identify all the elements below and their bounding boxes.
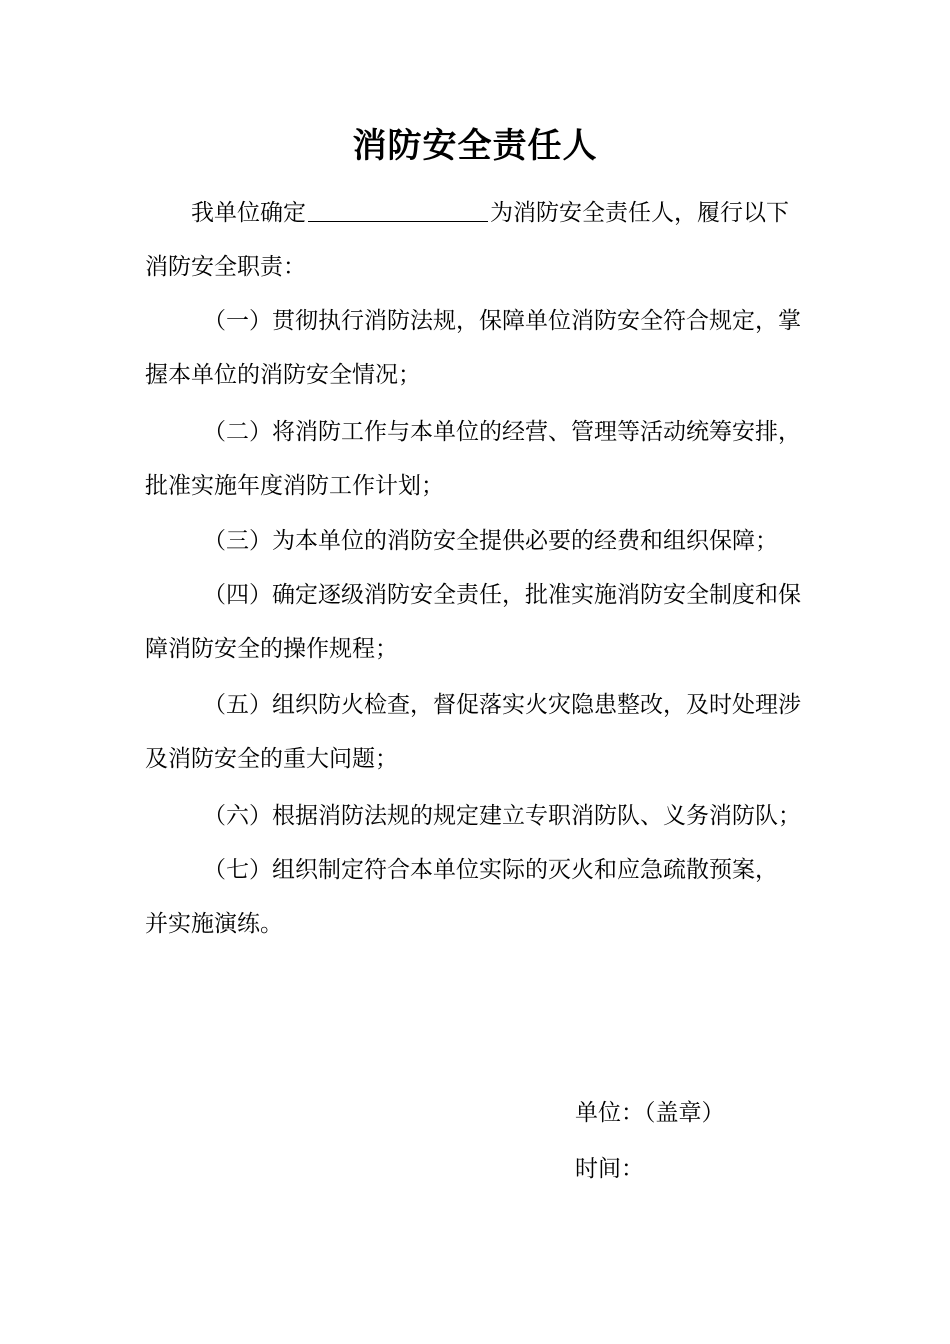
intro-text-after: 为消防安全责任人，履行以下 xyxy=(490,200,789,226)
item-4 xyxy=(145,568,810,676)
intro-line-2: 消防安全职责： xyxy=(145,254,306,280)
item-5 xyxy=(145,678,810,786)
signature-time xyxy=(575,1151,644,1187)
time-label: 时间： xyxy=(575,1156,644,1182)
item-2-line-1: （二）将消防工作与本单位的经营、管理等活动统筹安排， xyxy=(203,419,801,445)
intro-text-before: 我单位确定 xyxy=(191,200,306,226)
signature-unit xyxy=(575,1095,725,1131)
item-4-line-1: （四）确定逐级消防安全责任，批准实施消防安全制度和保 xyxy=(203,582,801,608)
item-4-line-2: 障消防安全的操作规程； xyxy=(145,636,398,662)
item-1-line-1: （一）贯彻执行消防法规，保障单位消防安全符合规定，掌 xyxy=(203,308,801,334)
unit-label: 单位： xyxy=(575,1100,644,1126)
item-3-line-1: （三）为本单位的消防安全提供必要的经费和组织保障； xyxy=(203,528,778,554)
intro-paragraph xyxy=(145,186,810,294)
item-5-line-2: 及消防安全的重大问题； xyxy=(145,746,398,772)
seal-label: （盖章） xyxy=(644,1100,725,1126)
item-3 xyxy=(145,514,810,568)
item-7 xyxy=(145,843,810,951)
item-1-line-2: 握本单位的消防安全情况； xyxy=(145,362,421,388)
item-1 xyxy=(145,294,810,402)
item-5-line-1: （五）组织防火检查，督促落实火灾隐患整改，及时处理涉 xyxy=(203,692,801,718)
item-7-line-2: 并实施演练。 xyxy=(145,911,283,937)
document-title: 消防安全责任人 xyxy=(352,126,598,166)
responsible-person-blank xyxy=(308,193,488,222)
item-7-line-1: （七）组织制定符合本单位实际的灭火和应急疏散预案， xyxy=(203,857,778,883)
item-2-line-2: 批准实施年度消防工作计划； xyxy=(145,473,444,499)
item-6-line-1: （六）根据消防法规的规定建立专职消防队、义务消防队； xyxy=(203,803,801,829)
item-6 xyxy=(145,789,810,843)
item-2 xyxy=(145,405,810,513)
intro-line-1 xyxy=(145,186,810,240)
